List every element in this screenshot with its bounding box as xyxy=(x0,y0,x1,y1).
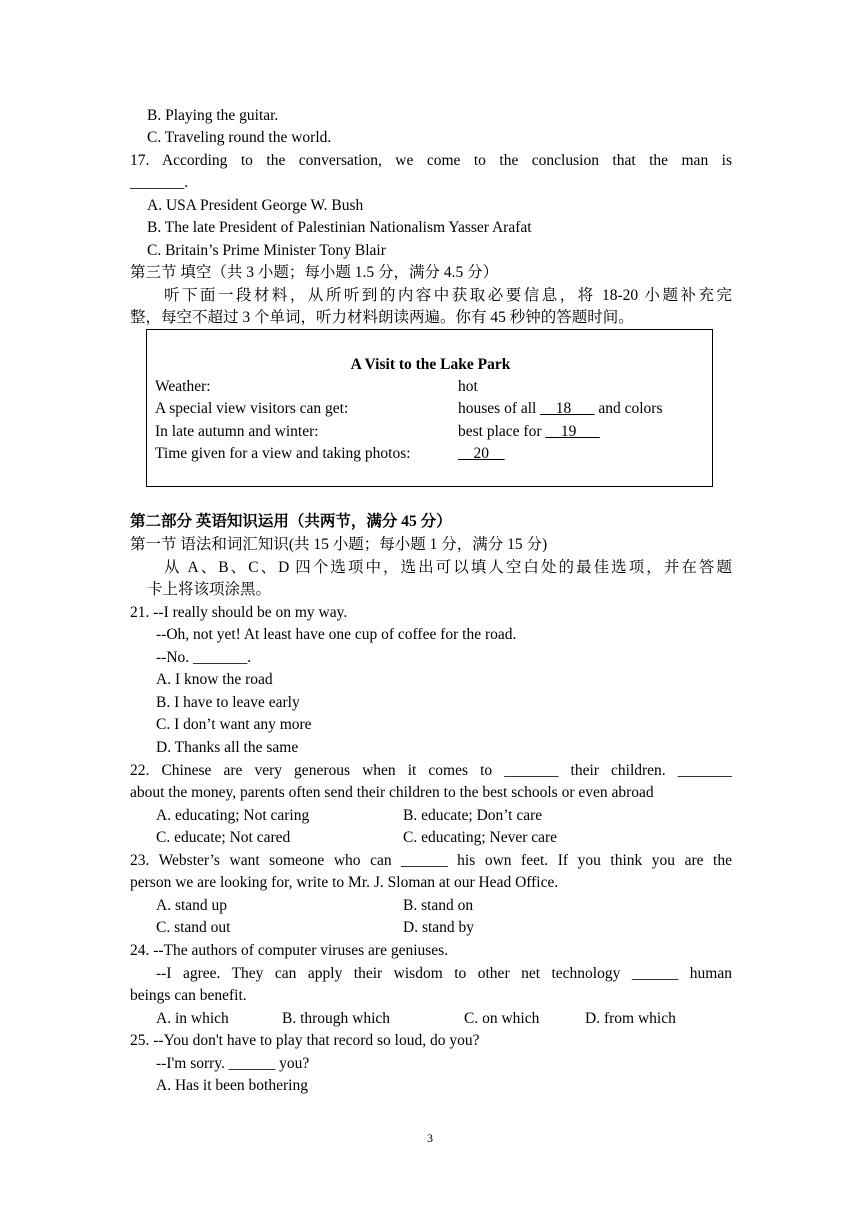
q17-option-a: A. USA President George W. Bush xyxy=(147,197,364,214)
q16-option-b: B. Playing the guitar. xyxy=(147,107,279,124)
section3-instruction-line2: 整，每空不超过 3 个单词，听力材料朗读两遍。你有 45 秒钟的答题时间。 xyxy=(130,309,634,326)
part2-instruction-line1: 从 A、B、C、D 四个选项中，选出可以填人空白处的最佳选项，并在答题 xyxy=(164,559,732,576)
q24-line2: --I agree. They can apply their wisdom to other net technology ______ human xyxy=(156,965,732,982)
section3-instruction-line1: 听下面一段材料，从所听到的内容中获取必要信息，将 18-20 小题补充完 xyxy=(164,287,732,304)
page-number: 3 xyxy=(427,1131,433,1145)
q17-option-b: B. The late President of Palestinian Nationalism Yasser Arafat xyxy=(147,219,532,236)
q24-option-c: C. on which xyxy=(464,1010,540,1027)
q21-option-b: B. I have to leave early xyxy=(156,694,300,711)
table-row-autumn-value xyxy=(458,421,600,443)
table-row-time-label: Time given for a view and taking photos: xyxy=(155,445,411,462)
q22-option-a: A. educating; Not caring xyxy=(156,807,310,824)
q22-option-b: B. educate; Don’t care xyxy=(403,807,543,824)
q22-line1: 22. Chinese are very generous when it comes to _______ their children. _______ xyxy=(130,762,732,779)
q24-option-b: B. through which xyxy=(282,1010,391,1027)
blank-19: __19___ xyxy=(545,423,600,440)
table-row-view-value xyxy=(458,398,663,420)
q17-stem-line1: 17. According to the conversation, we come to the conclusion that the man is xyxy=(130,152,732,169)
q25-line1: 25. --You don't have to play that record so loud, do you? xyxy=(130,1032,480,1049)
table-row-view-label: A special view visitors can get: xyxy=(155,400,349,417)
table-row-view-prefix: houses of all xyxy=(458,400,541,417)
q21-line3: --No. _______. xyxy=(156,649,252,666)
q21-option-d: D. Thanks all the same xyxy=(156,739,299,756)
q23-option-c: C. stand out xyxy=(156,919,231,936)
q24-line1: 24. --The authors of computer viruses are geniuses. xyxy=(130,942,449,959)
q17-stem-line2: _______. xyxy=(130,174,189,191)
q21-option-a: A. I know the road xyxy=(156,671,273,688)
q22-option-d: C. educating; Never care xyxy=(403,829,558,846)
table-row-autumn-prefix: best place for xyxy=(458,423,546,440)
q21-line2: --Oh, not yet! At least have one cup of coffee for the road. xyxy=(156,626,517,643)
q24-option-a: A. in which xyxy=(156,1010,229,1027)
q23-option-a: A. stand up xyxy=(156,897,228,914)
q22-option-c: C. educate; Not cared xyxy=(156,829,291,846)
table-row-view-suffix: and colors xyxy=(594,400,663,417)
table-row-autumn-label: In late autumn and winter: xyxy=(155,423,319,440)
table-row-weather-label: Weather: xyxy=(155,378,211,395)
q23-option-b: B. stand on xyxy=(403,897,474,914)
table-title: A Visit to the Lake Park xyxy=(350,356,511,373)
q25-option-a: A. Has it been bothering xyxy=(156,1077,308,1094)
part2-instruction-line2: 卡上将该项涂黑。 xyxy=(147,581,272,598)
blank-20: __20__ xyxy=(458,445,505,462)
q24-option-d: D. from which xyxy=(585,1010,676,1027)
table-row-weather-value: hot xyxy=(458,378,478,395)
part2-heading: 第二部分 英语知识运用（共两节，满分 45 分） xyxy=(130,513,452,530)
q16-option-c: C. Traveling round the world. xyxy=(147,129,332,146)
section3-heading: 第三节 填空（共 3 小题；每小题 1.5 分，满分 4.5 分） xyxy=(130,264,499,281)
q21-option-c: C. I don’t want any more xyxy=(156,716,312,733)
q23-option-d: D. stand by xyxy=(403,919,475,936)
q17-option-c: C. Britain’s Prime Minister Tony Blair xyxy=(147,242,386,259)
q21-line1: 21. --I really should be on my way. xyxy=(130,604,348,621)
q24-line3: beings can benefit. xyxy=(130,987,247,1004)
q23-line2: person we are looking for, write to Mr. J. Sloman at our Head Office. xyxy=(130,874,559,891)
q25-line2: --I'm sorry. ______ you? xyxy=(156,1055,310,1072)
table-row-time-value xyxy=(458,443,505,465)
part2-section1-heading: 第一节 语法和词汇知识(共 15 小题；每小题 1 分，满分 15 分) xyxy=(130,536,548,553)
q23-line1: 23. Webster’s want someone who can ______ his own feet. If you think you are the xyxy=(130,852,732,869)
blank-18: __18___ xyxy=(540,400,595,417)
q22-line2: about the money, parents often send their children to the best schools or even abroad xyxy=(130,784,654,801)
